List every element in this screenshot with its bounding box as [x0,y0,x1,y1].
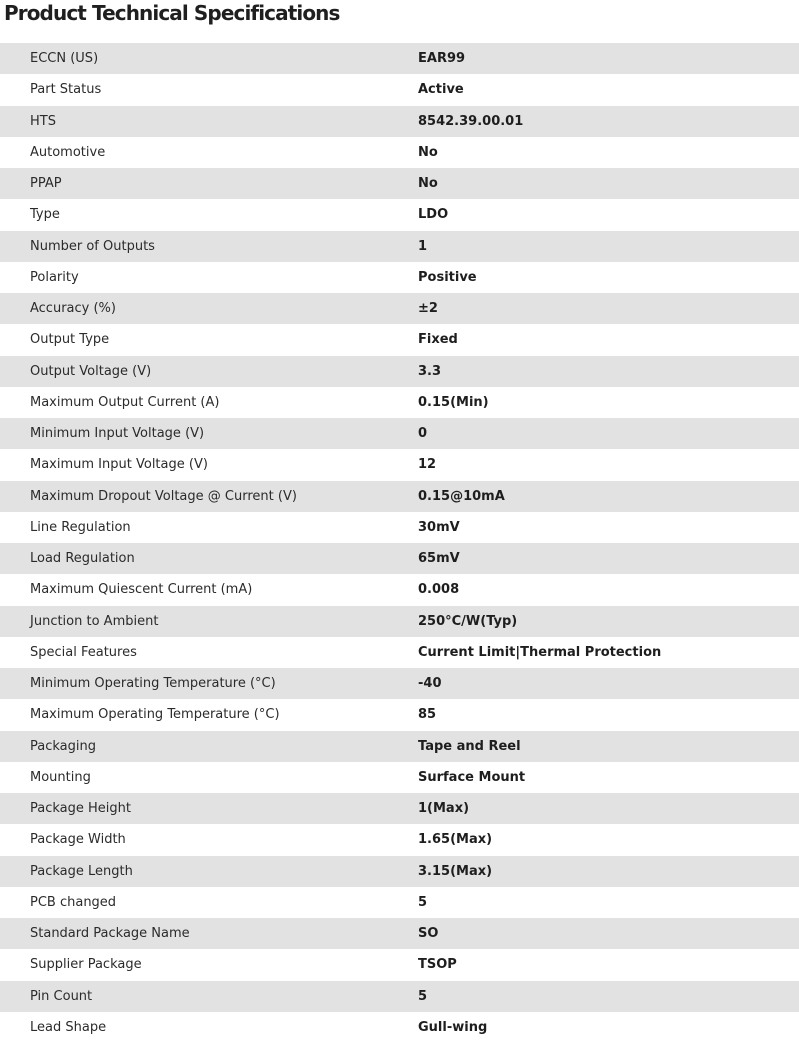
spec-value: TSOP [418,957,457,973]
spec-value: Fixed [418,332,458,348]
spec-value: SO [418,926,439,942]
spec-value: 3.15(Max) [418,863,493,879]
spec-value: 3.3 [418,363,442,379]
spec-value: Active [418,82,464,98]
spec-row [0,168,799,199]
spec-label: Number of Outputs [30,238,155,254]
spec-label: Maximum Dropout Voltage @ Current (V) [30,488,297,504]
spec-row [0,606,799,637]
spec-label: Package Height [30,801,131,817]
spec-label: Maximum Operating Temperature (°C) [30,707,280,723]
spec-label: Part Status [30,82,102,98]
spec-label: Polarity [30,269,79,285]
spec-value: 1(Max) [418,801,470,817]
spec-row [0,731,799,762]
spec-label: Accuracy (%) [30,301,116,317]
spec-label: Output Voltage (V) [30,363,152,379]
spec-label: Junction to Ambient [30,613,159,629]
spec-label: PCB changed [30,894,117,910]
spec-value: LDO [418,207,449,223]
spec-row [0,43,799,74]
spec-row [0,949,799,980]
spec-row [0,137,799,168]
spec-row [0,918,799,949]
spec-label: Packaging [30,738,96,754]
spec-row [0,481,799,512]
spec-row [0,887,799,918]
spec-label: Lead Shape [30,1019,107,1035]
spec-row [0,637,799,668]
spec-row [0,981,799,1012]
spec-row [0,324,799,355]
spec-label: Maximum Output Current (A) [30,394,220,410]
spec-value: 5 [418,894,428,910]
spec-value: 250°C/W(Typ) [418,613,518,629]
spec-label: Maximum Input Voltage (V) [30,457,208,473]
spec-label: Type [30,207,60,223]
spec-value: 0.008 [418,582,460,598]
spec-value: 0.15(Min) [418,394,489,410]
spec-value: No [418,144,438,160]
spec-row [0,762,799,793]
spec-label: Package Length [30,863,133,879]
spec-label: Pin Count [30,988,93,1004]
spec-value: Gull-wing [418,1019,488,1035]
spec-row [0,543,799,574]
spec-row [0,574,799,605]
spec-label: Standard Package Name [30,926,190,942]
spec-row [0,74,799,105]
spec-table [0,43,799,1043]
spec-row [0,106,799,137]
spec-value: Tape and Reel [418,738,521,754]
spec-label: Load Regulation [30,551,135,567]
spec-row [0,1012,799,1043]
spec-label: Automotive [30,144,106,160]
spec-value: Positive [418,269,477,285]
spec-label: ECCN (US) [30,51,99,67]
spec-label: HTS [30,113,56,129]
spec-value: 8542.39.00.01 [418,113,524,129]
spec-value: No [418,176,438,192]
spec-label: Special Features [30,644,137,660]
spec-label: Minimum Operating Temperature (°C) [30,676,276,692]
spec-value: ±2 [418,301,438,317]
spec-row [0,387,799,418]
spec-label: PPAP [30,176,62,192]
spec-row [0,512,799,543]
spec-value: 0 [418,426,428,442]
spec-label: Minimum Input Voltage (V) [30,426,205,442]
page-title: Product Technical Specifications [4,1,340,25]
spec-row [0,856,799,887]
spec-label: Output Type [30,332,110,348]
spec-label: Line Regulation [30,519,131,535]
spec-value: EAR99 [418,51,466,67]
spec-row [0,293,799,324]
spec-row [0,668,799,699]
spec-value: -40 [418,676,442,692]
spec-value: Surface Mount [418,769,526,785]
spec-row [0,824,799,855]
spec-value: 85 [418,707,437,723]
spec-value: Current Limit|Thermal Protection [418,644,662,660]
spec-row [0,199,799,230]
spec-row [0,699,799,730]
spec-value: 5 [418,988,428,1004]
spec-value: 1 [418,238,428,254]
spec-value: 0.15@10mA [418,488,505,504]
spec-row [0,356,799,387]
spec-label: Package Width [30,832,126,848]
spec-row [0,231,799,262]
spec-label: Maximum Quiescent Current (mA) [30,582,253,598]
spec-row [0,793,799,824]
spec-value: 12 [418,457,437,473]
spec-row [0,262,799,293]
spec-value: 30mV [418,519,460,535]
spec-label: Supplier Package [30,957,142,973]
spec-value: 1.65(Max) [418,832,493,848]
spec-row [0,418,799,449]
spec-value: 65mV [418,551,460,567]
spec-row [0,449,799,480]
spec-label: Mounting [30,769,91,785]
